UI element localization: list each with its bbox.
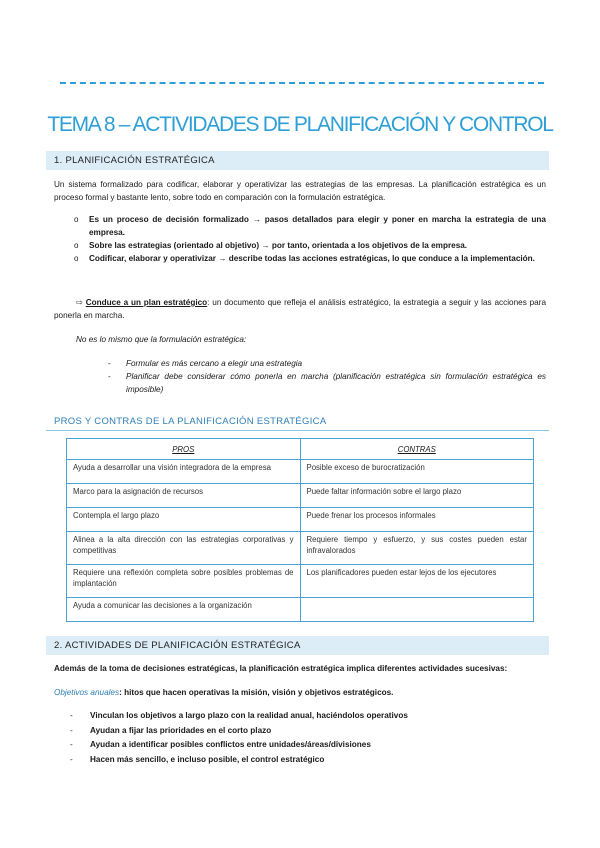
dash-bullet-icon: - — [70, 725, 73, 735]
page-title: TEMA 8 – ACTIVIDADES DE PLANIFICACIÓN Y CONTROL — [47, 113, 553, 136]
pro-cell: Requiere una reflexión completa sobre posibles problemas de implantación — [67, 565, 301, 598]
pros-contras-table — [66, 438, 534, 622]
table-row — [67, 598, 534, 622]
list-item: - Planificar debe considerar cómo ponerla en marcha (planificación estratégica sin formulación estratégica es imposible) — [108, 372, 546, 394]
list-item: - Ayudan a fijar las prioridades en el corto plazo — [66, 724, 546, 739]
list-item: - Hacen más sencillo, e incluso posible, el control estratégico — [66, 753, 546, 768]
strategic-plan-term: Conduce a un plan estratégico — [85, 298, 208, 307]
pro-cell: Ayuda a desarrollar una visión integradora de la empresa — [67, 460, 301, 484]
pro-cell: Marco para la asignación de recursos — [67, 484, 301, 508]
pros-contras-heading-rule — [46, 430, 549, 431]
circle-bullet-icon: o — [74, 254, 79, 263]
section-2-heading-bar — [46, 636, 549, 655]
pro-cell: Alinea a la alta dirección con las estrategias corporativas y competitivas — [67, 532, 301, 565]
section-1-heading-bar — [46, 151, 549, 170]
section-2-intro: Además de la toma de decisiones estratégicas, la planificación estratégica implica diferentes actividades sucesivas: — [54, 664, 508, 673]
table-row — [67, 565, 534, 598]
contra-cell: Puede frenar los procesos informales — [300, 508, 534, 532]
circle-bullet-icon: o — [74, 241, 79, 250]
section-1-heading: 1. PLANIFICACIÓN ESTRATÉGICA — [54, 155, 215, 166]
list-item: - Vinculan los objetivos a largo plazo con la realidad anual, haciéndolos operativos — [66, 709, 546, 724]
strategic-plan-text: : un documento que refleja el análisis estratégico, la estrategia a seguir y las acciones para ponerla en marcha. — [54, 298, 547, 320]
pro-cell: Ayuda a comunicar las decisiones a la organización — [67, 598, 301, 622]
pro-cell: Contempla el largo plazo — [67, 508, 301, 532]
contra-cell: Requiere tiempo y esfuerzo, y sus costes pueden estar infravalorados — [300, 532, 534, 565]
table-row — [67, 484, 534, 508]
pros-contras-heading: PROS Y CONTRAS DE LA PLANIFICACIÓN ESTRATÉGICA — [54, 416, 327, 427]
table-row — [67, 460, 534, 484]
section-1-bullet-list — [74, 213, 546, 265]
difference-intro: No es lo mismo que la formulación estratégica: — [76, 335, 247, 344]
annual-objectives-term: Objetivos anuales — [54, 688, 120, 697]
annual-objectives-paragraph — [54, 686, 546, 699]
difference-list — [108, 357, 546, 396]
dash-bullet-icon: - — [108, 372, 111, 381]
column-header-contras: CONTRAS — [300, 439, 534, 460]
section-1-intro: Un sistema formalizado para codificar, elaborar y operativizar las estrategias de las empresas. La planificación estratégica es un proceso formal y bastante lento, sobre todo en comparación con la formulación estratégica. — [54, 180, 546, 202]
table-header-row — [67, 439, 534, 460]
strategic-plan-paragraph — [54, 296, 546, 322]
table-row — [67, 532, 534, 565]
contra-cell: Posible exceso de burocratización — [300, 460, 534, 484]
list-item: - Ayudan a identificar posibles conflictos entre unidades/áreas/divisiones — [66, 738, 546, 753]
column-header-pros: PROS — [67, 439, 301, 460]
dash-bullet-icon: - — [70, 754, 73, 764]
list-item: o Sobre las estrategias (orientado al objetivo) → por tanto, orientada a los objetivos de la empresa. — [74, 241, 468, 250]
decorative-dashed-rule — [60, 82, 544, 84]
dash-bullet-icon: - — [108, 359, 111, 368]
contra-cell — [300, 598, 534, 622]
section-2-heading: 2. ACTIVIDADES DE PLANIFICACIÓN ESTRATÉGICA — [54, 640, 301, 651]
circle-bullet-icon: o — [74, 215, 79, 224]
arrow-icon: ⇨ — [76, 298, 83, 307]
dash-bullet-icon: - — [70, 740, 73, 749]
list-item: o Codificar, elaborar y operativizar → describe todas las acciones estratégicas, lo que conduce a la implementación. — [74, 254, 535, 263]
annual-objectives-list — [66, 709, 546, 767]
contra-cell: Los planificadores pueden estar lejos de los ejecutores — [300, 565, 534, 598]
dash-bullet-icon: - — [70, 711, 73, 720]
list-item: - Formular es más cercano a elegir una estrategia — [108, 359, 303, 368]
table-row — [67, 508, 534, 532]
list-item: o Es un proceso de decisión formalizado → pasos detallados para elegir y poner en marcha la estrategia de una empresa. — [74, 215, 546, 237]
annual-objectives-text: : hitos que hacen operativas la misión, visión y objetivos estratégicos. — [119, 688, 394, 697]
contra-cell: Puede faltar información sobre el largo plazo — [300, 484, 534, 508]
